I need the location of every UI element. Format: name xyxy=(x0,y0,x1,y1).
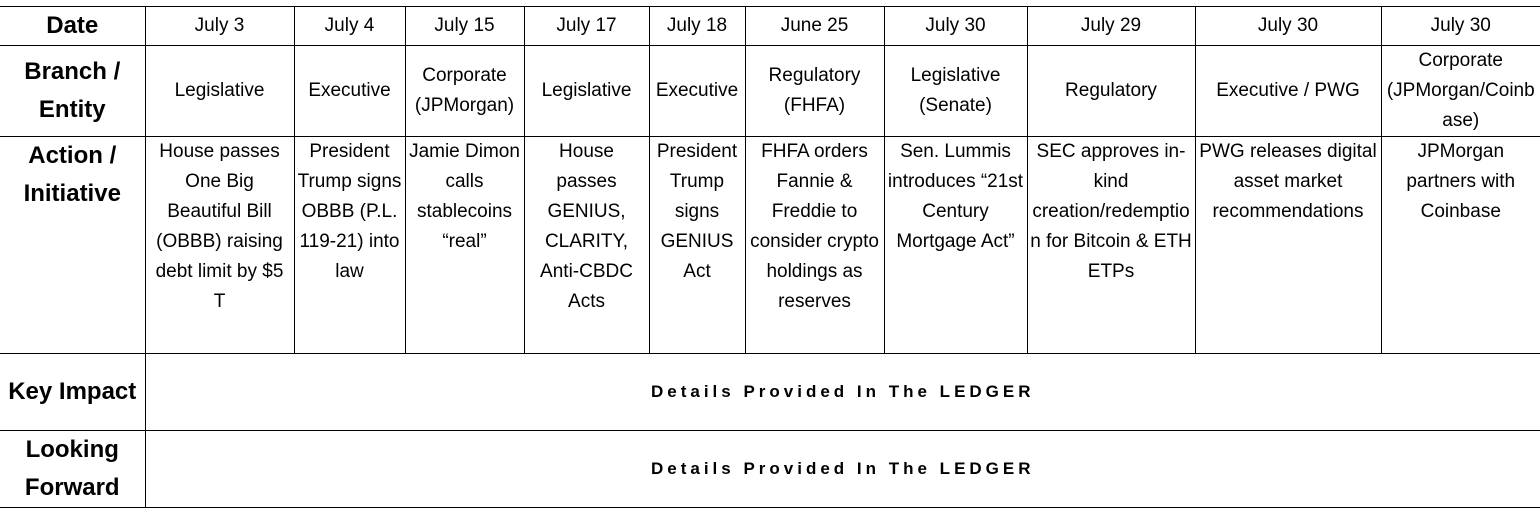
forward-details-cell: Details Provided In The LEDGER xyxy=(145,431,1540,508)
branch-cell: Regulatory (FHFA) xyxy=(745,46,884,137)
branch-row xyxy=(0,46,1540,137)
branch-cell: Legislative xyxy=(145,46,294,137)
date-cell: June 25 xyxy=(745,7,884,46)
date-cell: July 29 xyxy=(1027,7,1195,46)
action-cell: Sen. Lummis introduces “21st Century Mortgage Act” xyxy=(884,137,1027,354)
branch-cell: Executive xyxy=(294,46,405,137)
date-cell: July 18 xyxy=(649,7,745,46)
action-cell: SEC approves in-kind creation/redemption for Bitcoin & ETH ETPs xyxy=(1027,137,1195,354)
branch-cell: Executive xyxy=(649,46,745,137)
branch-cell: Legislative xyxy=(524,46,649,137)
branch-cell: Legislative (Senate) xyxy=(884,46,1027,137)
action-cell: PWG releases digital asset market recommendations xyxy=(1195,137,1381,354)
action-cell: JPMorgan partners with Coinbase xyxy=(1381,137,1540,354)
action-cell: House passes One Big Beautiful Bill (OBBB) raising debt limit by $5 T xyxy=(145,137,294,354)
action-cell: President Trump signs OBBB (P.L. 119-21) into law xyxy=(294,137,405,354)
policy-timeline-table xyxy=(0,6,1540,508)
action-cell: FHFA orders Fannie & Freddie to consider crypto holdings as reserves xyxy=(745,137,884,354)
row-header-forward: Looking Forward xyxy=(0,431,145,508)
date-cell: July 30 xyxy=(884,7,1027,46)
branch-cell: Executive / PWG xyxy=(1195,46,1381,137)
action-cell: Jamie Dimon calls stablecoins “real” xyxy=(405,137,524,354)
action-cell: House passes GENIUS, CLARITY, Anti-CBDC Acts xyxy=(524,137,649,354)
branch-cell: Regulatory xyxy=(1027,46,1195,137)
row-header-action: Action / Initiative xyxy=(0,137,145,354)
date-cell: July 4 xyxy=(294,7,405,46)
date-cell: July 30 xyxy=(1195,7,1381,46)
date-cell: July 15 xyxy=(405,7,524,46)
date-cell: July 17 xyxy=(524,7,649,46)
impact-row xyxy=(0,354,1540,431)
date-row xyxy=(0,7,1540,46)
forward-row xyxy=(0,431,1540,508)
row-header-branch: Branch / Entity xyxy=(0,46,145,137)
action-cell: President Trump signs GENIUS Act xyxy=(649,137,745,354)
branch-cell: Corporate (JPMorgan/Coinbase) xyxy=(1381,46,1540,137)
row-header-date: Date xyxy=(0,7,145,46)
date-cell: July 3 xyxy=(145,7,294,46)
row-header-impact: Key Impact xyxy=(0,354,145,431)
action-row xyxy=(0,137,1540,354)
branch-cell: Corporate (JPMorgan) xyxy=(405,46,524,137)
date-cell: July 30 xyxy=(1381,7,1540,46)
impact-details-cell: Details Provided In The LEDGER xyxy=(145,354,1540,431)
